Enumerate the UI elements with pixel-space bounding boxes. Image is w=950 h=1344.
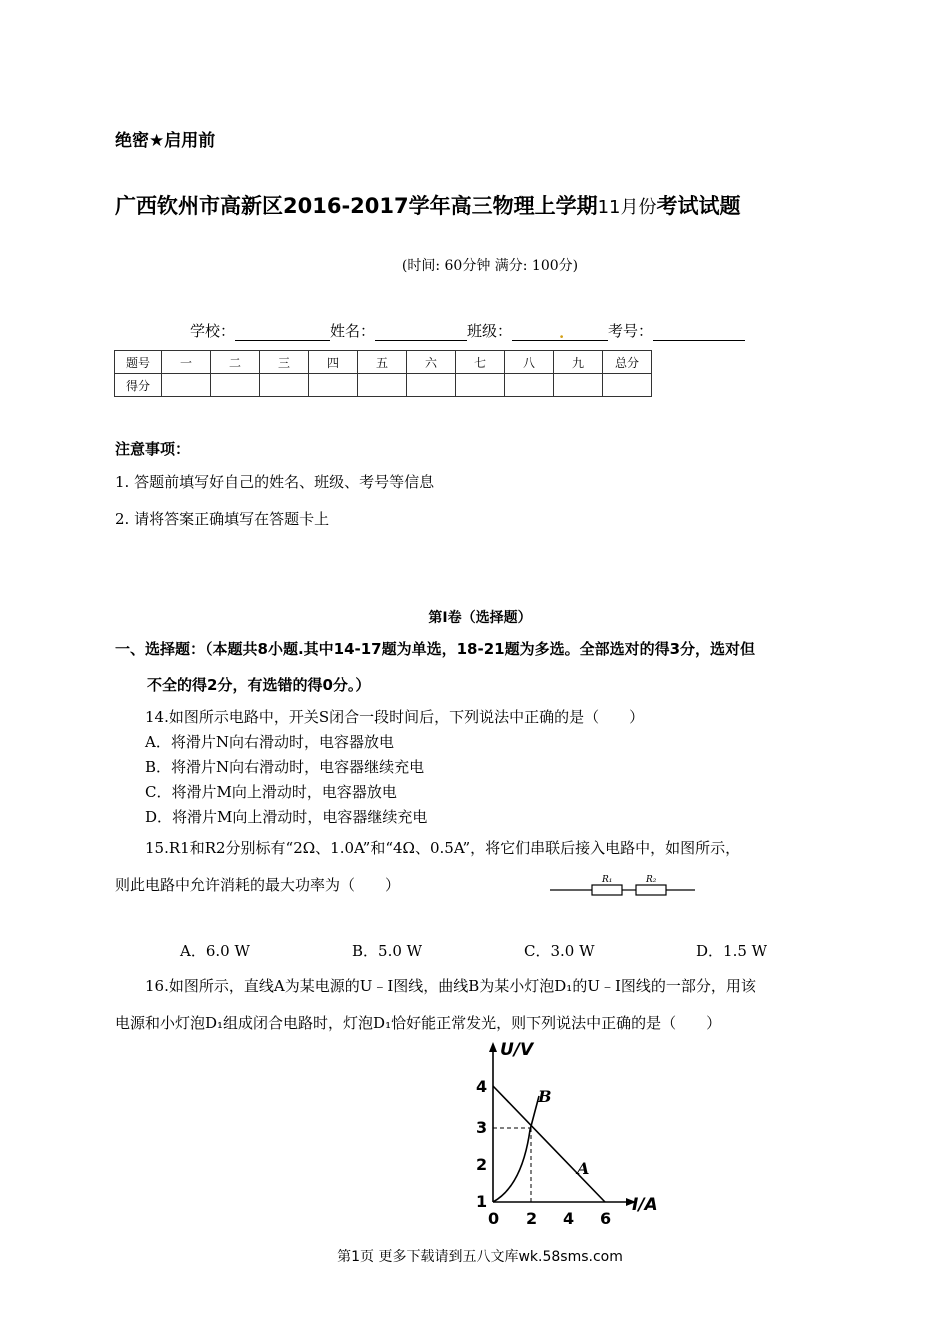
q16-stem-line2: 电源和小灯泡D₁组成闭合电路时，灯泡D₁恰好能正常发光，则下列说法中正确的是（ ） — [115, 1014, 722, 1032]
time-info: (时间: 60分钟 满分: 100分) — [401, 258, 579, 274]
exam-no-blank[interactable] — [653, 323, 745, 341]
curve-b-label: B — [538, 1087, 552, 1106]
score-cell[interactable] — [603, 374, 652, 397]
q14-stem: 14.如图所示电路中，开关S闭合一段时间后，下列说法中正确的是（ ） — [145, 708, 645, 726]
q15-option-b[interactable]: B．5.0 W — [352, 942, 423, 960]
table-cell: 三 — [260, 351, 309, 374]
class-label: 班级： — [467, 322, 513, 340]
q14-option-b[interactable]: B．将滑片N向右滑动时，电容器继续充电 — [145, 758, 425, 776]
confidential-label: 绝密★启用前 — [115, 131, 216, 151]
student-info-row — [190, 320, 745, 341]
table-cell: 题号 — [115, 351, 162, 374]
q15-option-c[interactable]: C．3.0 W — [524, 942, 595, 960]
score-cell[interactable] — [407, 374, 456, 397]
title-part-a: 广西钦州市高新区2016-2017学年高三物理上学期 — [115, 194, 598, 218]
school-blank[interactable] — [235, 323, 330, 341]
table-cell: 六 — [407, 351, 456, 374]
y-axis-arrow-icon — [489, 1042, 497, 1052]
score-table — [114, 350, 652, 397]
section-title: 第Ⅰ卷（选择题） — [428, 610, 532, 626]
q14-option-d[interactable]: D．将滑片M向上滑动时，电容器继续充电 — [145, 808, 428, 826]
table-cell: 二 — [211, 351, 260, 374]
y-tick-label: 1 — [476, 1192, 488, 1211]
title-part-c: 考试试题 — [656, 194, 741, 218]
class-dot: . — [559, 324, 565, 342]
q15-stem-line2: 则此电路中允许消耗的最大功率为（ ） — [115, 876, 401, 894]
name-label: 姓名： — [330, 322, 376, 340]
table-cell: 五 — [358, 351, 407, 374]
table-cell: 四 — [309, 351, 358, 374]
u-i-graph — [460, 1040, 670, 1230]
y-tick-label: 4 — [476, 1077, 488, 1096]
score-cell[interactable] — [162, 374, 211, 397]
x-tick-label: 2 — [526, 1209, 538, 1228]
score-cell[interactable] — [309, 374, 358, 397]
y-tick-label: 2 — [476, 1155, 488, 1174]
r1-label: R₁ — [602, 875, 613, 885]
table-cell: 得分 — [115, 374, 162, 397]
q15-stem-line1: 15.R1和R2分别标有“2Ω、1.0A”和“4Ω、0.5A”，将它们串联后接入电路中，如图所示， — [145, 839, 741, 857]
x-tick-label: 0 — [488, 1209, 500, 1228]
r2-label: R₂ — [646, 875, 657, 885]
notes-title: 注意事项： — [115, 440, 191, 458]
exam-no-label: 考号： — [608, 322, 654, 340]
class-blank[interactable] — [512, 323, 608, 341]
x-axis-label: I/A — [632, 1195, 658, 1215]
q15-option-d[interactable]: D．1.5 W — [696, 942, 768, 960]
score-table-score-row — [115, 374, 652, 397]
series-resistor-diagram — [550, 872, 700, 902]
line-a-label: A — [577, 1159, 590, 1178]
title-part-b: 11月份 — [597, 197, 657, 218]
y-axis-label: U/V — [500, 1040, 534, 1060]
x-tick-label: 6 — [600, 1209, 612, 1228]
table-cell: 总分 — [603, 351, 652, 374]
score-cell[interactable] — [358, 374, 407, 397]
name-blank[interactable] — [375, 323, 467, 341]
score-cell[interactable] — [456, 374, 505, 397]
section-instructions-line2: 不全的得2分，有选错的得0分。） — [147, 676, 371, 694]
table-cell: 八 — [505, 351, 554, 374]
q16-stem-line1: 16.如图所示，直线A为某电源的U﹣I图线，曲线B为某小灯泡D₁的U﹣I图线的一部分，用该 — [145, 977, 756, 995]
curve-b — [493, 1096, 539, 1202]
q15-option-a[interactable]: A．6.0 W — [180, 942, 250, 960]
section-instructions-line1: 一、选择题：（本题共8小题.其中14-17题为单选，18-21题为多选。全部选对的得3分，选对但 — [115, 640, 756, 658]
school-label: 学校： — [190, 322, 236, 340]
score-cell[interactable] — [554, 374, 603, 397]
y-tick-label: 3 — [476, 1118, 488, 1137]
note-item: 2. 请将答案正确填写在答题卡上 — [115, 510, 330, 528]
score-cell[interactable] — [505, 374, 554, 397]
q14-option-c[interactable]: C．将滑片M向上滑动时，电容器放电 — [145, 783, 397, 801]
table-cell: 七 — [456, 351, 505, 374]
note-item: 1. 答题前填写好自己的姓名、班级、考号等信息 — [115, 473, 435, 491]
page-title — [115, 190, 741, 220]
x-tick-label: 4 — [563, 1209, 575, 1228]
table-cell: 一 — [162, 351, 211, 374]
score-table-header-row — [115, 351, 652, 374]
table-cell: 九 — [554, 351, 603, 374]
score-cell[interactable] — [260, 374, 309, 397]
page-footer: 第1页 更多下载请到五八文库wk.58sms.com — [337, 1249, 623, 1265]
q14-option-a[interactable]: A．将滑片N向右滑动时，电容器放电 — [145, 733, 394, 751]
score-cell[interactable] — [211, 374, 260, 397]
